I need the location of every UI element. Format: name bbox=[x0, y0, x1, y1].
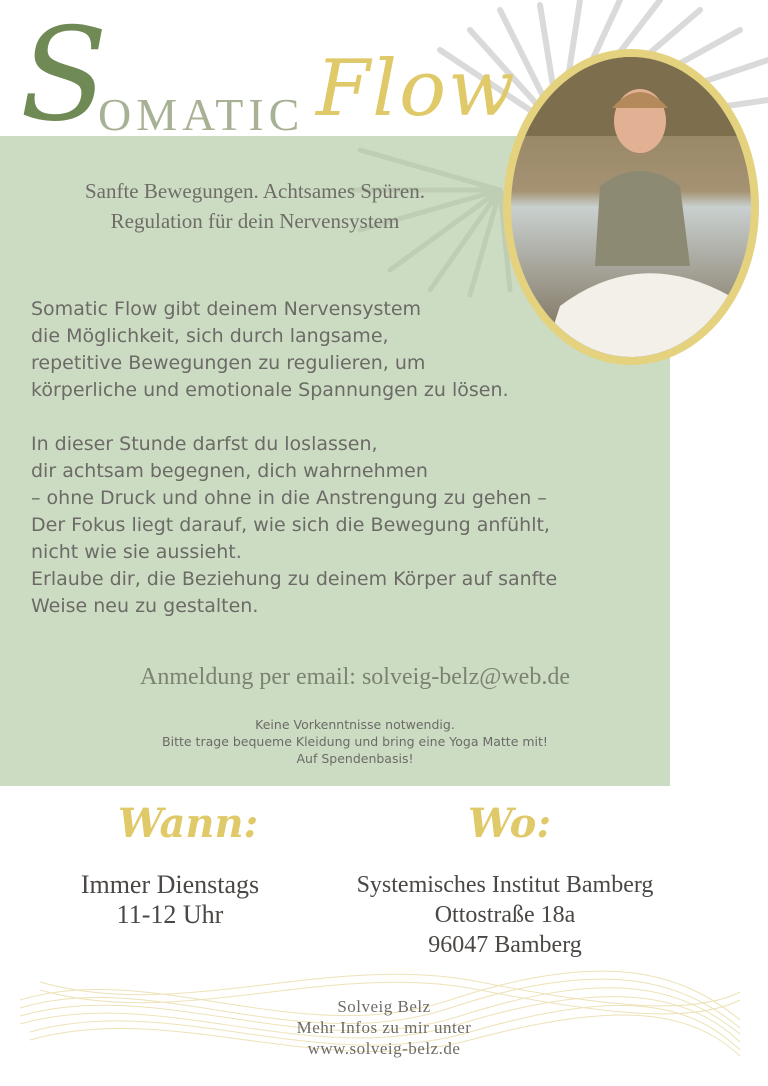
note-line-2: Bitte trage bequeme Kleidung und bring eine Yoga Matte mit! bbox=[162, 734, 548, 749]
where-info bbox=[330, 870, 680, 960]
description-paragraph-2: In dieser Stunde darfst du loslassen, dir achtsam begegnen, dich wahrnehmen – ohne Druck und ohne in die Anstrengung zu gehen – Der Fokus liegt darauf, wie sich die Bewegung anfühlt, nicht wie sie aussieht. Erlaube dir, die Beziehung zu deinem Körper auf sanfte Weise neu zu gestalten. bbox=[31, 433, 558, 617]
where-street: Ottostraße 18a bbox=[434, 902, 576, 928]
note-line-3: Auf Spendenbasis! bbox=[296, 751, 414, 766]
signup-email[interactable]: Anmeldung per email: solveig-belz@web.de bbox=[140, 664, 570, 690]
notes bbox=[0, 716, 710, 767]
title-flow: Flow bbox=[316, 44, 517, 134]
where-venue: Systemisches Institut Bamberg bbox=[356, 872, 654, 898]
where-heading: Wo: bbox=[468, 800, 552, 847]
footer-info-line: Mehr Infos zu mir unter bbox=[296, 1018, 472, 1037]
poster-title bbox=[20, 1, 520, 150]
where-city: 96047 Bamberg bbox=[428, 932, 582, 958]
when-heading: Wann: bbox=[118, 800, 259, 847]
title-first-letter: S bbox=[20, 1, 108, 150]
tagline-line-2: Regulation für dein Nervensystem bbox=[110, 209, 400, 233]
footer-name: Solveig Belz bbox=[337, 997, 431, 1016]
when-time: 11-12 Uhr bbox=[116, 900, 224, 929]
when-day: Immer Dienstags bbox=[80, 870, 260, 899]
tagline bbox=[0, 176, 510, 236]
title-omatic: OMATIC bbox=[98, 89, 305, 140]
when-info bbox=[40, 870, 300, 930]
description bbox=[31, 296, 671, 620]
tagline-line-1: Sanfte Bewegungen. Achtsames Spüren. bbox=[84, 179, 425, 203]
footer bbox=[0, 996, 768, 1059]
footer-website-link[interactable]: www.solveig-belz.de bbox=[307, 1039, 461, 1058]
note-line-1: Keine Vorkenntnisse notwendig. bbox=[255, 717, 455, 732]
description-paragraph-1: Somatic Flow gibt deinem Nervensystem die Möglichkeit, sich durch langsame, repetitive Bewegungen zu regulieren, um körperliche und emotionale Spannungen zu lösen. bbox=[31, 298, 509, 401]
